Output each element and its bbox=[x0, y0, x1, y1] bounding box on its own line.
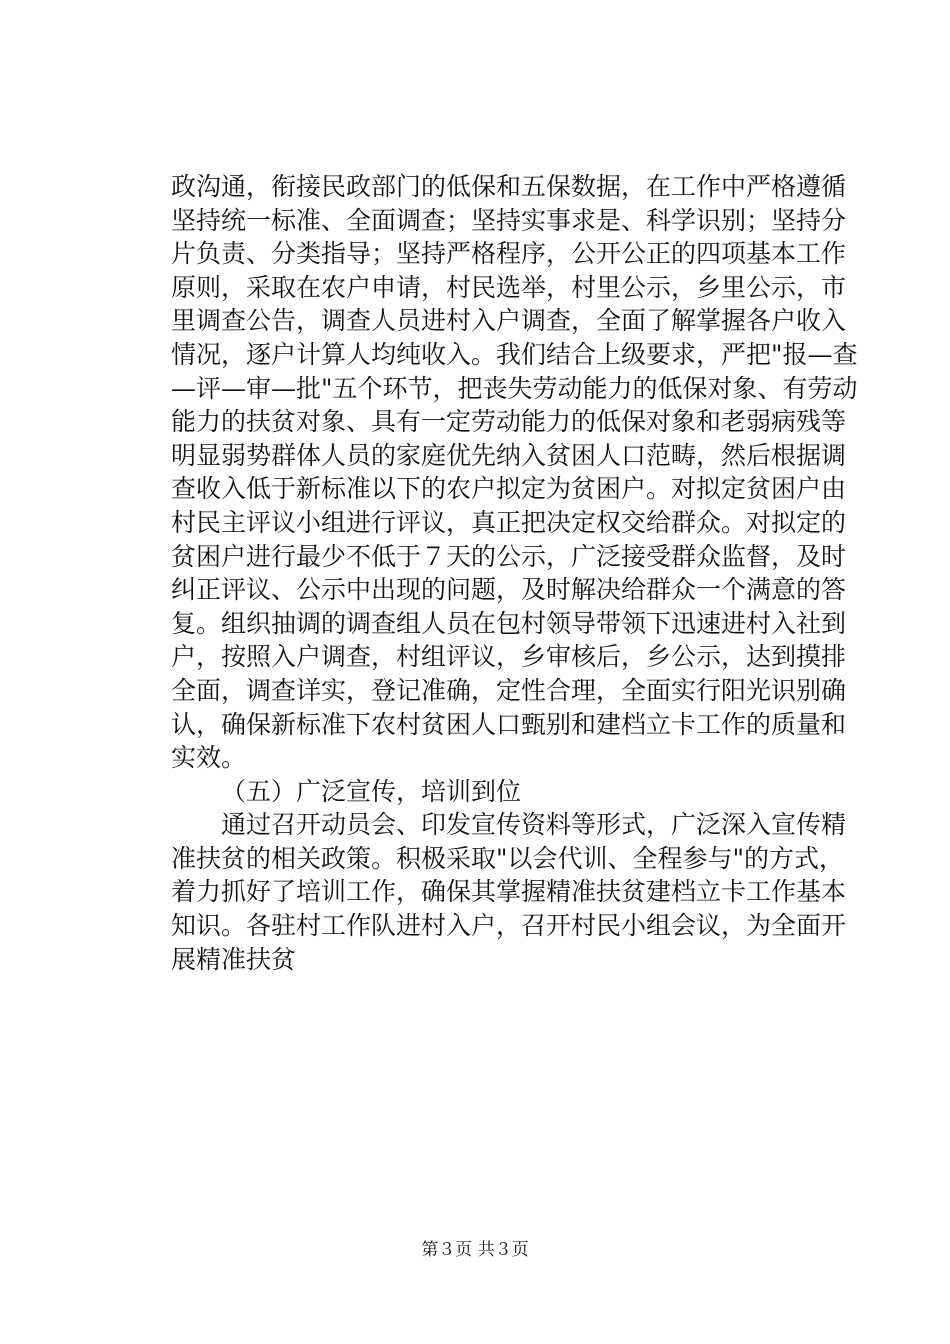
text-line: 全面，调查详实，登记准确，定性合理，全面实行阳光识别确 bbox=[171, 675, 847, 705]
text-line: 纠正评议、公示中出现的问题，及时解决给群众一个满意的答 bbox=[171, 575, 847, 605]
text-line: 片负责、分类指导；坚持严格程序，公开公正的四项基本工作 bbox=[171, 239, 847, 269]
document-body bbox=[171, 170, 858, 976]
page-footer bbox=[0, 1238, 950, 1262]
text-line: 里调查公告，调查人员进村入户调查，全面了解掌握各户收入 bbox=[171, 306, 847, 336]
text-line: 实效。 bbox=[171, 743, 247, 773]
text-line: 准扶贫的相关政策。积极采取"以会代训、全程参与"的方式， bbox=[171, 843, 845, 873]
text-line: 通过召开动员会、印发宣传资料等形式，广泛深入宣传精 bbox=[221, 810, 847, 840]
text-line: 坚持统一标准、全面调查；坚持实事求是、科学识别；坚持分 bbox=[171, 205, 847, 235]
text-line: 贫困户进行最少不低于７天的公示，广泛接受群众监督，及时 bbox=[171, 541, 847, 571]
text-line: 村民主评议小组进行评议，真正把决定权交给群众。对拟定的 bbox=[171, 507, 847, 537]
text-line: 政沟通，衔接民政部门的低保和五保数据，在工作中严格遵循 bbox=[171, 172, 847, 201]
text-line: 展精准扶贫 bbox=[171, 944, 297, 974]
text-line: 着力抓好了培训工作，确保其掌握精准扶贫建档立卡工作基本 bbox=[171, 877, 847, 907]
paragraph-2 bbox=[171, 808, 847, 976]
text-line: 原则，采取在农户申请，村民选举，村里公示，乡里公示，市 bbox=[171, 272, 847, 302]
text-line: 知识。各驻村工作队进村入户，召开村民小组会议，为全面开 bbox=[171, 911, 847, 941]
section-heading: （五）广泛宣传，培训到位 bbox=[221, 776, 522, 806]
text-line: 户，按照入户调查，村组评议，乡审核后，乡公示，达到摸排 bbox=[171, 642, 847, 672]
page-number-label: 第３页 共３页 bbox=[421, 1240, 529, 1260]
paragraph-1 bbox=[171, 170, 858, 775]
text-line: —评—审—批"五个环节，把丧失劳动能力的低保对象、有劳动 bbox=[171, 373, 858, 403]
text-line: 认，确保新标准下农村贫困人口甄别和建档立卡工作的质量和 bbox=[171, 709, 847, 739]
text-line: 能力的扶贫对象、具有一定劳动能力的低保对象和老弱病残等 bbox=[171, 407, 847, 437]
text-line: 查收入低于新标准以下的农户拟定为贫困户。对拟定贫困户由 bbox=[171, 474, 847, 504]
text-line: 情况，逐户计算人均纯收入。我们结合上级要求，严把"报—查 bbox=[171, 339, 858, 369]
text-line: 复。组织抽调的调查组人员在包村领导带领下迅速进村入社到 bbox=[171, 608, 847, 638]
text-line: 明显弱势群体人员的家庭优先纳入贫困人口范畴，然后根据调 bbox=[171, 440, 847, 470]
